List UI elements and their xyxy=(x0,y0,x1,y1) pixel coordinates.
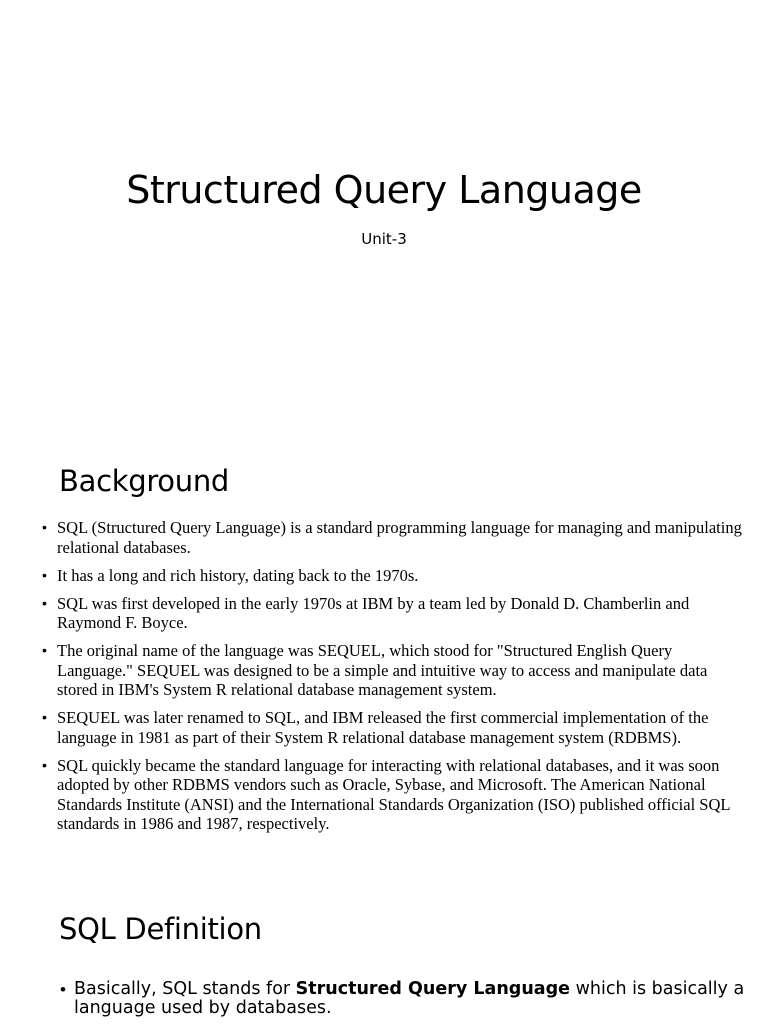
bullet-marker: • xyxy=(42,756,47,773)
bullet-text: It has a long and rich history, dating back to the 1970s. xyxy=(57,565,419,585)
content-slide xyxy=(0,440,768,1024)
bullet-marker: • xyxy=(42,594,47,611)
bullet-text: SQL was first developed in the early 1970s at IBM by a team led by Donald D. Chamberlin and Raymond F. Boyce. xyxy=(57,593,690,632)
definition-item xyxy=(60,980,750,1018)
definition-bullet-list xyxy=(60,980,750,1018)
bullet-text: SQL (Structured Query Language) is a standard programming language for managing and manipulating relational databases. xyxy=(57,518,742,557)
bullet-marker: • xyxy=(42,566,47,583)
definition-text-before: Basically, SQL stands for xyxy=(74,979,296,999)
bullet-item xyxy=(42,594,742,633)
slide-subtitle: Unit-3 xyxy=(361,230,407,248)
definition-text-bold: Structured Query Language xyxy=(295,979,570,999)
definition-text-after: which is basically a language used by databases. xyxy=(74,979,745,1018)
slide-title: Structured Query Language xyxy=(126,168,642,212)
bullet-item xyxy=(42,641,742,700)
background-heading: Background xyxy=(59,464,230,498)
background-bullet-list xyxy=(42,518,742,842)
bullet-item xyxy=(42,756,742,834)
bullet-marker: • xyxy=(42,709,47,725)
bullet-marker: • xyxy=(42,642,47,658)
bullet-text: SQL quickly became the standard language for interacting with relational databases, and it was soon adopted by other RDBMS vendors such as Oracle, Sybase, and Microsoft. The American National Standards Institute (ANSI) and the International Standards Organization (ISO) published official SQL standards in 1986 and 1987, respectively. xyxy=(57,755,730,833)
bullet-marker: • xyxy=(60,980,66,999)
title-slide xyxy=(0,0,768,440)
bullet-text: The original name of the language was SEQUEL, which stood for "Structured English Query Language." SEQUEL was designed to be a simple and intuitive way to access and manipulate data stored in IBM's System R relational database management system. xyxy=(57,641,708,699)
bullet-item xyxy=(42,708,742,747)
bullet-item xyxy=(42,566,742,586)
bullet-item xyxy=(42,518,742,557)
sql-definition-heading: SQL Definition xyxy=(59,912,262,946)
bullet-text: SEQUEL was later renamed to SQL, and IBM released the first commercial implementation of the language in 1981 as part of their System R relational database management system (RDBMS). xyxy=(57,708,709,747)
bullet-marker: • xyxy=(42,519,47,535)
